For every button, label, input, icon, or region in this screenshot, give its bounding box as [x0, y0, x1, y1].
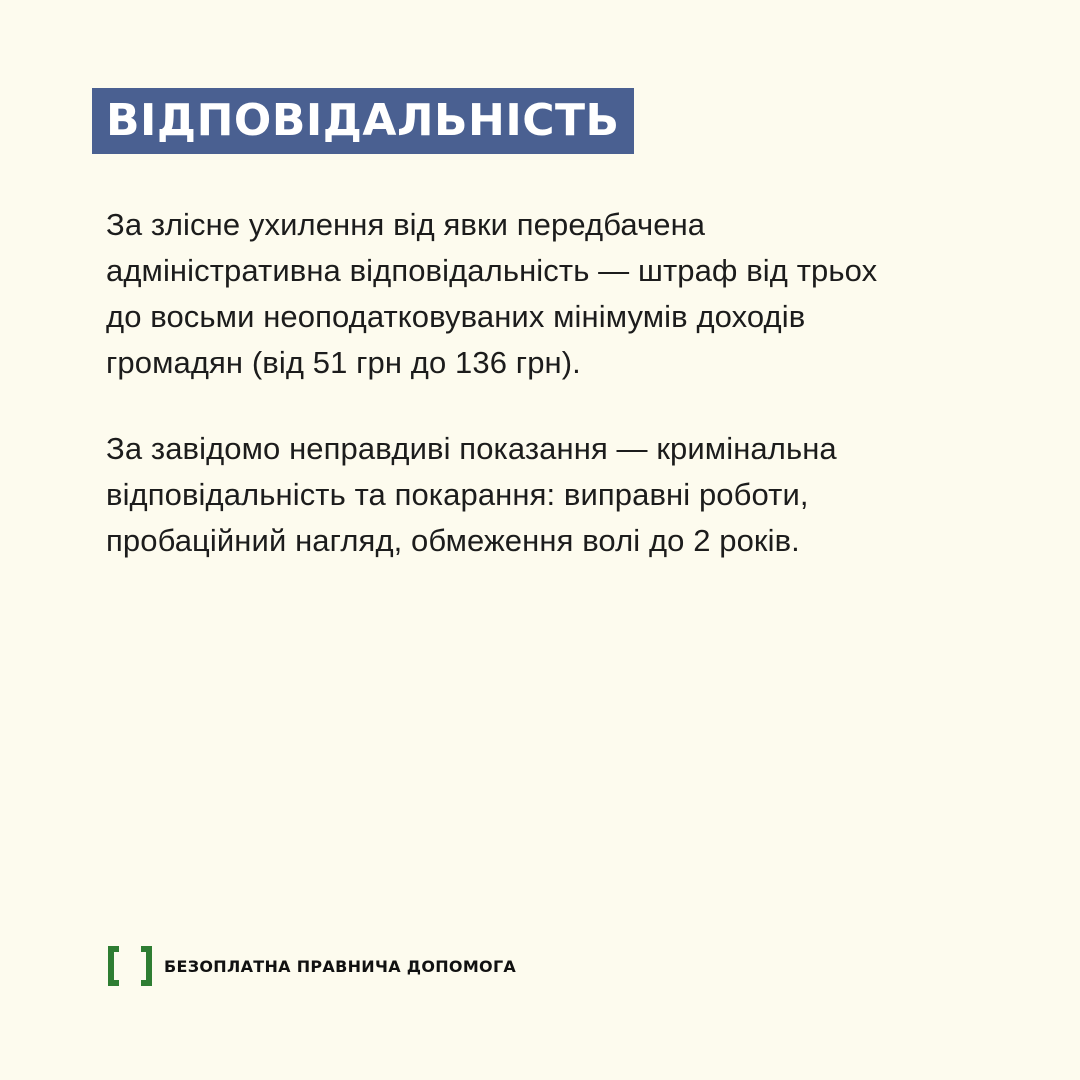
paragraph-line: За завідомо неправдиві показання — кримінальна — [106, 431, 837, 466]
paragraph-line: пробаційний нагляд, обмеження волі до 2 років. — [106, 523, 800, 558]
paragraph-line: до восьми неоподатковуваних мінімумів доходів — [106, 299, 806, 334]
paragraph-line: За злісне ухилення від явки передбачена — [106, 207, 706, 242]
footer-branding — [106, 944, 516, 988]
body-content — [106, 202, 1006, 604]
paragraph-line: громадян (від 51 грн до 136 грн). — [106, 345, 581, 380]
organization-name: БЕЗОПЛАТНА ПРАВНИЧА ДОПОМОГА — [164, 956, 517, 976]
brackets-logo-icon — [106, 944, 154, 988]
title-banner — [92, 88, 634, 154]
paragraph-administrative — [106, 202, 1006, 386]
paragraph-line: відповідальність та покарання: виправні роботи, — [106, 477, 809, 512]
paragraph-criminal — [106, 426, 1006, 564]
paragraph-line: адміністративна відповідальність — штраф від трьох — [106, 253, 878, 288]
page-title: ВІДПОВІДАЛЬНІСТЬ — [106, 95, 620, 146]
